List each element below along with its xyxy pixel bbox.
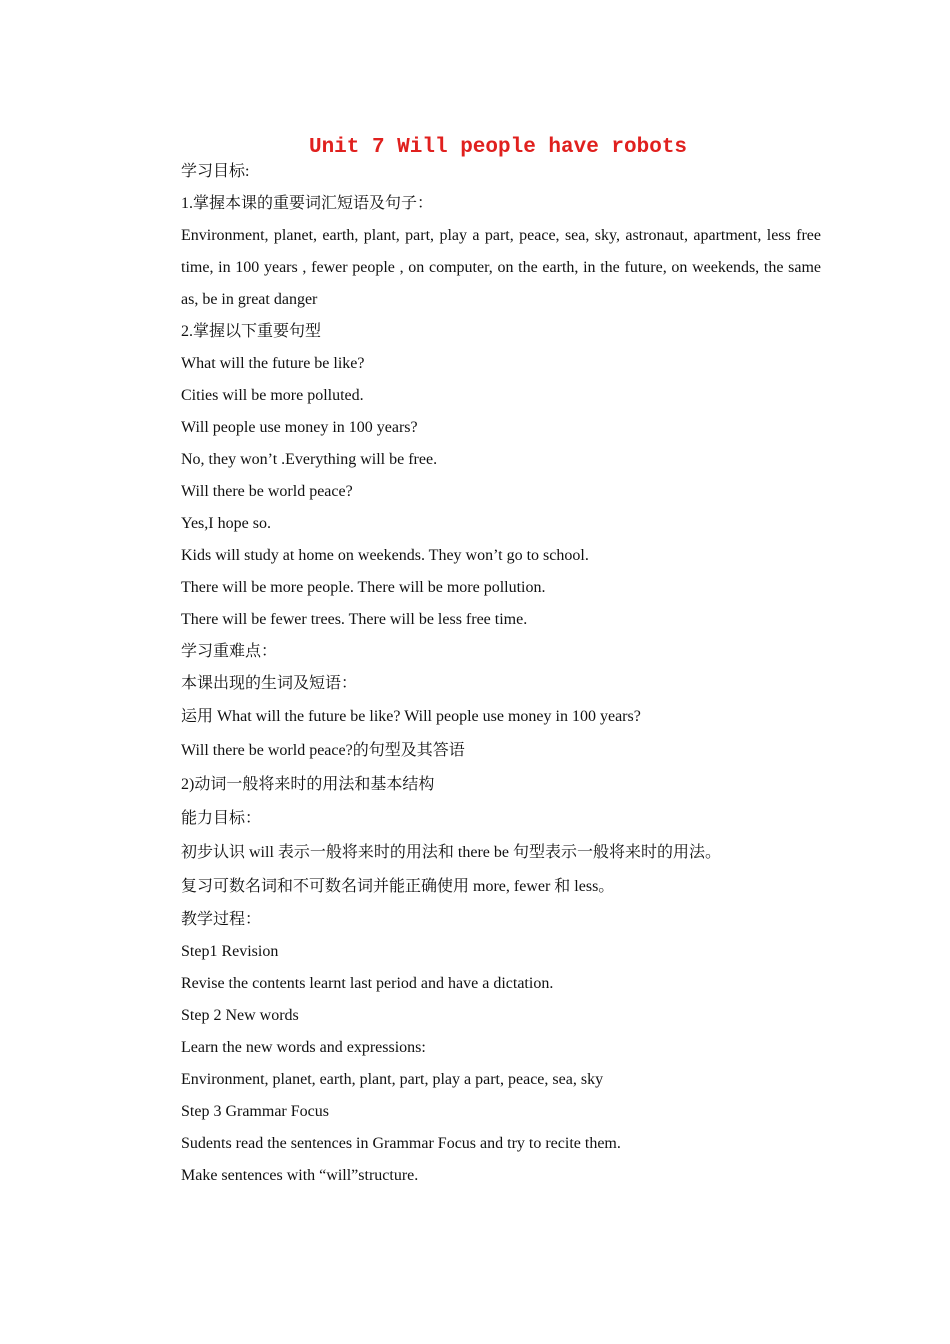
sentence-line: There will be more people. There will be more pollution. <box>181 579 546 596</box>
step-heading: Step1 Revision <box>181 943 279 960</box>
objective-2-heading: 2.掌握以下重要句型 <box>181 323 322 340</box>
objective-1-heading: 1.掌握本课的重要词汇短语及句子： <box>181 195 434 212</box>
step-heading: Step 2 New words <box>181 1007 299 1024</box>
section-heading-objectives: 学习目标: <box>181 163 250 180</box>
document-body <box>181 156 821 1192</box>
document-title: Unit 7 Will people have robots <box>308 136 688 159</box>
sentence-line: Kids will study at home on weekends. They won’t go to school. <box>181 547 589 564</box>
text-line: Revise the contents learnt last period and have a dictation. <box>181 975 554 992</box>
vocabulary-paragraph: Environment, planet, earth, plant, part, play a part, peace, sea, sky, astronaut, apartment, less free time, in 100 years , fewer people , on computer, on the earth, in the future, on weekends, the same as, be in great danger <box>181 227 821 308</box>
sentence-line: Will there be world peace? <box>181 483 353 500</box>
text-line: Learn the new words and expressions: <box>181 1039 426 1056</box>
step-heading: Step 3 Grammar Focus <box>181 1103 329 1120</box>
text-line: 初步认识 will 表示一般将来时的用法和 there be 句型表示一般将来时的用法。 <box>181 844 721 861</box>
sentence-line: There will be fewer trees. There will be less free time. <box>181 611 528 628</box>
sentence-line: Cities will be more polluted. <box>181 387 364 404</box>
sentence-line: No, they won’t .Everything will be free. <box>181 451 438 468</box>
text-line: 本课出现的生词及短语： <box>181 675 358 692</box>
section-heading-process: 教学过程： <box>181 911 262 928</box>
text-line: 运用 What will the future be like? Will people use money in 100 years? <box>181 708 641 725</box>
text-line: Environment, planet, earth, plant, part, play a part, peace, sea, sky <box>181 1071 604 1088</box>
text-line: Will there be world peace?的句型及其答语 <box>181 742 465 759</box>
text-line: Sudents read the sentences in Grammar Focus and try to recite them. <box>181 1135 621 1152</box>
section-heading-ability: 能力目标： <box>181 810 262 827</box>
sentence-line: Will people use money in 100 years? <box>181 419 418 436</box>
section-heading-key-points: 学习重难点： <box>181 643 278 660</box>
sentence-line: Yes,I hope so. <box>181 515 271 532</box>
text-line: 复习可数名词和不可数名词并能正确使用 more, fewer 和 less。 <box>181 878 615 895</box>
text-line: 2)动词一般将来时的用法和基本结构 <box>181 776 435 793</box>
text-line: Make sentences with “will”structure. <box>181 1167 419 1184</box>
sentence-line: What will the future be like? <box>181 355 365 372</box>
